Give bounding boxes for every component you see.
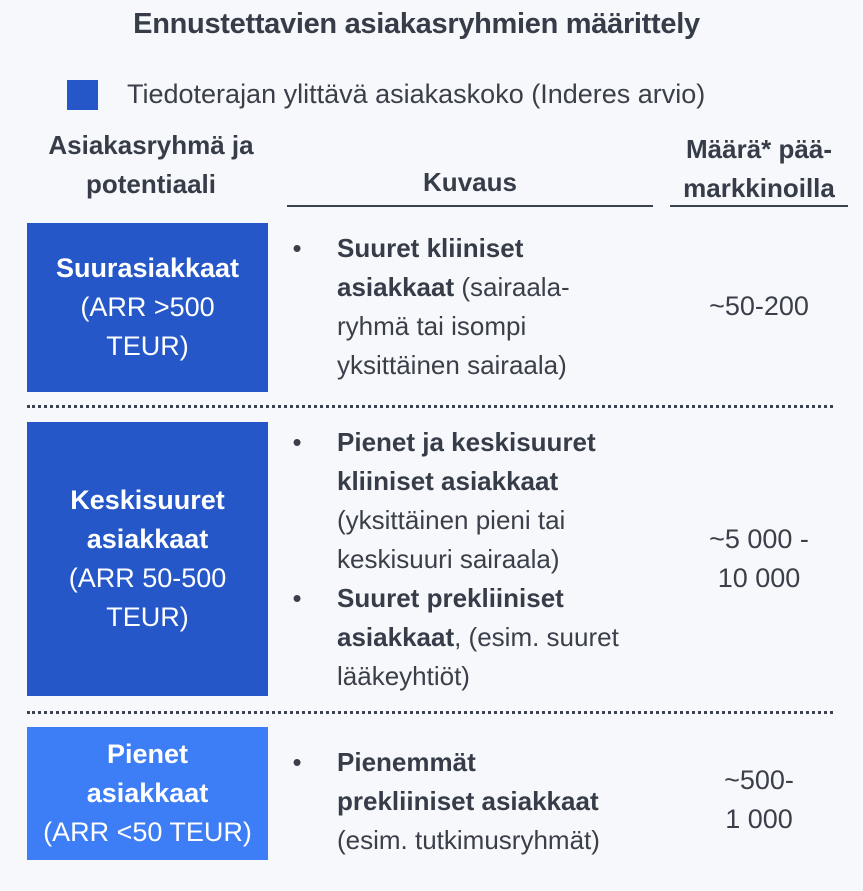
header-count-line1: Määrä* pää- — [686, 134, 832, 164]
group-name: Pienet — [106, 739, 189, 769]
count-medium — [670, 520, 848, 598]
description-medium — [287, 423, 687, 696]
header-group-line2: potentiaali — [85, 169, 216, 199]
header-rule-description — [287, 205, 653, 207]
group-arr: (ARR 50-500 — [68, 563, 227, 593]
count-value: 10 000 — [717, 563, 801, 593]
count-value: ~500- — [724, 765, 794, 795]
header-group-line1: Asiakasryhmä ja — [48, 130, 254, 160]
description-small — [287, 743, 687, 860]
bullet-item: • Pienet ja keskisuuret kliiniset asiakkaat (yksittäinen pieni tai keskisuuri sairaala) — [287, 423, 687, 579]
group-name: asiakkaat — [86, 524, 209, 554]
bullet-dot-icon: • — [292, 427, 302, 457]
row-divider — [27, 711, 833, 714]
legend-swatch — [67, 80, 98, 110]
bullet-item: • Suuret prekliiniset asiakkaat, (esim. suuret lääkeyhtiöt) — [287, 579, 687, 696]
header-description: Kuvaus — [423, 167, 517, 197]
bullet-item: • Pienemmät prekliiniset asiakkaat (esim. tutkimusryhmät) — [287, 743, 687, 860]
bullet-item: • Suuret kliiniset asiakkaat (sairaala- ryhmä tai isompi yksittäinen sairaala) — [287, 229, 687, 385]
description-large — [287, 229, 687, 385]
header-rule-count — [670, 205, 848, 207]
header-count-line2: markkinoilla — [683, 173, 835, 203]
group-box-small — [27, 727, 268, 860]
group-arr: (ARR <50 TEUR) — [43, 817, 252, 847]
legend-label: Tiedoterajan ylittävä asiakaskoko (Inderes arvio) — [127, 79, 706, 109]
group-name: Keskisuuret — [70, 485, 225, 515]
group-name: asiakkaat — [86, 778, 209, 808]
count-value: 1 000 — [725, 804, 793, 834]
group-arr: (ARR >500 — [80, 292, 215, 322]
group-name: Suurasiakkaat — [55, 253, 240, 283]
row-divider — [27, 405, 833, 408]
group-box-large — [27, 223, 268, 392]
bullet-dot-icon: • — [292, 583, 302, 613]
count-value: ~5 000 - — [709, 524, 809, 554]
count-large — [670, 287, 848, 326]
group-arr: TEUR) — [106, 331, 189, 361]
header-group — [20, 126, 282, 204]
bullet-dot-icon: • — [292, 233, 302, 263]
group-box-medium — [27, 422, 268, 696]
count-small — [670, 761, 848, 839]
bullet-dot-icon: • — [292, 747, 302, 777]
page-title: Ennustettavien asiakasryhmien määrittely — [133, 8, 700, 40]
count-value: ~50-200 — [709, 291, 809, 321]
header-count — [670, 130, 848, 208]
group-arr: TEUR) — [106, 602, 189, 632]
